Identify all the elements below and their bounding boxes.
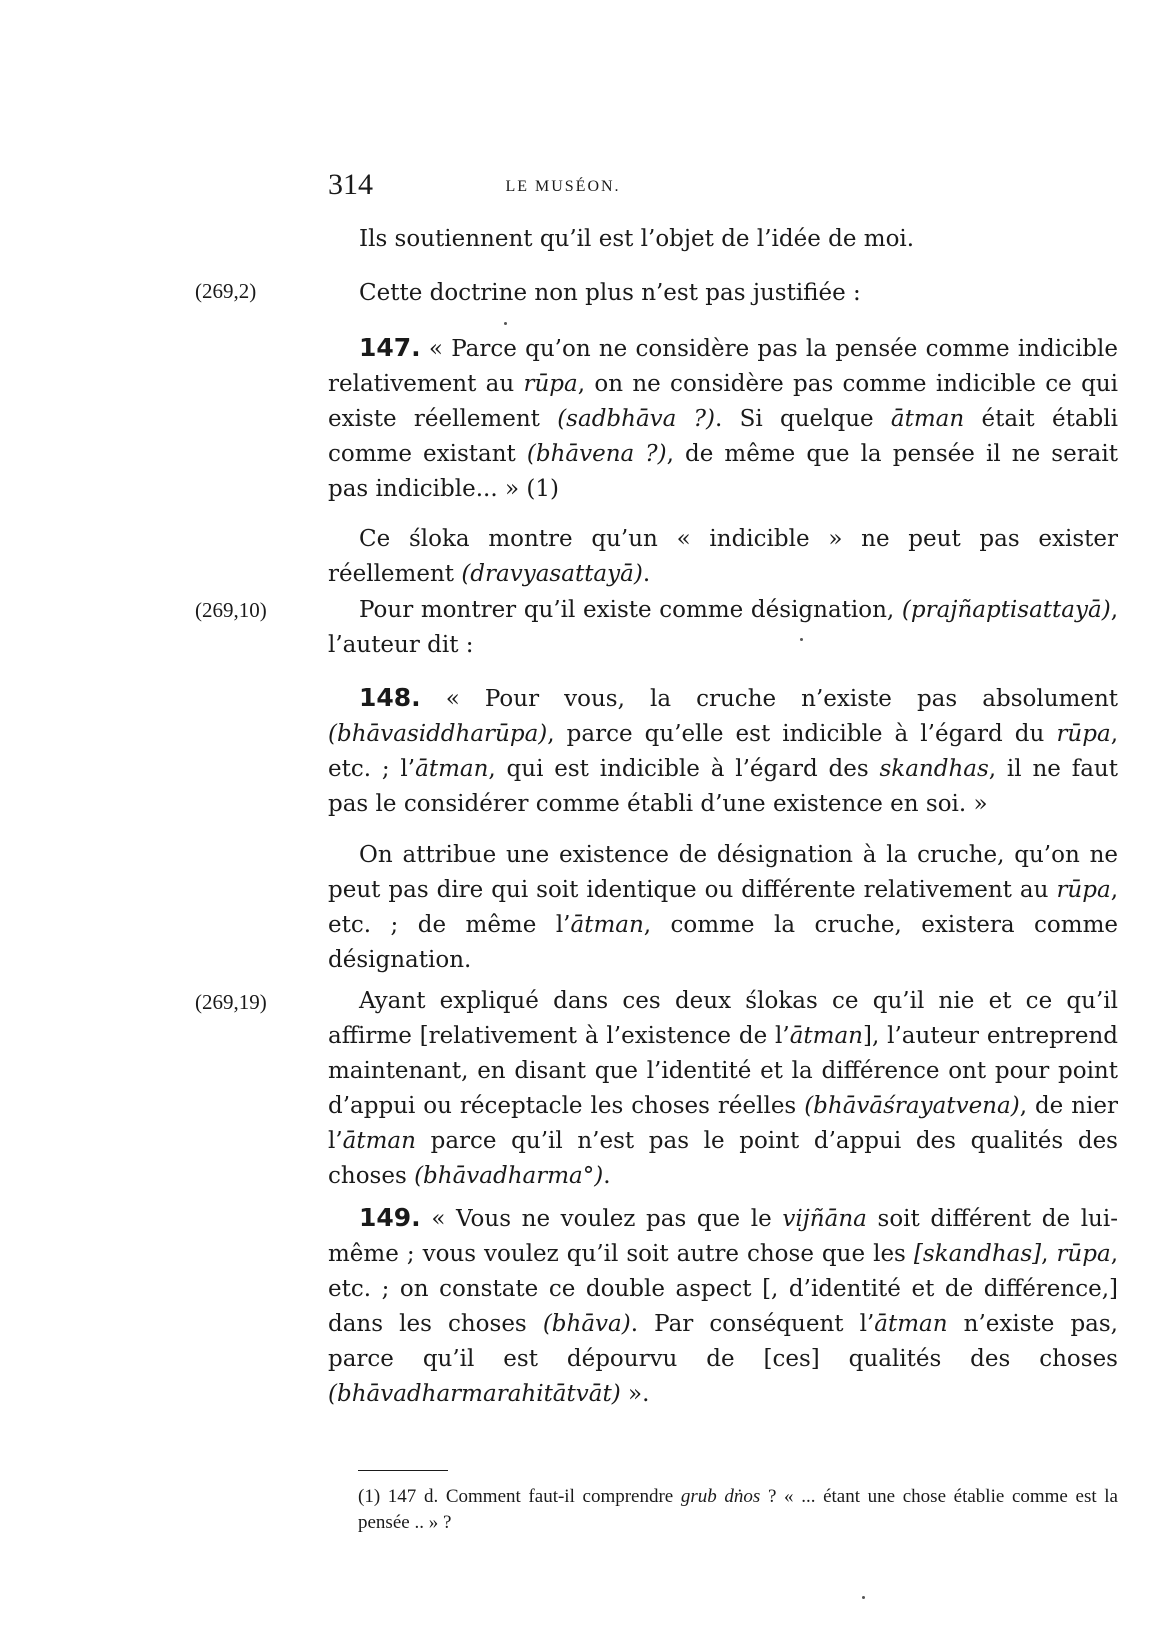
- scan-speck: [800, 638, 803, 641]
- verse-148: 148. « Pour vous, la cruche n’existe pas absolument (bhāvasiddharūpa), parce qu’elle est indicible à l’égard du rūpa, etc. ; l’ātman, qui est indicible à l’égard des skandhas, il ne faut pas le considérer comme établi d’une existence en soi. »: [328, 683, 1118, 817]
- paragraph-1: Ils soutiennent qu’il est l’objet de l’idée de moi.: [359, 226, 915, 252]
- margin-ref-1: (269,2): [195, 279, 257, 303]
- verse-number: 147.: [359, 333, 421, 362]
- verse-number: 149.: [359, 1203, 421, 1232]
- paragraph-4: Pour montrer qu’il existe comme désignation, (prajñaptisattayā), l’auteur dit :: [328, 597, 1118, 658]
- paragraph-2: Cette doctrine non plus n’est pas justifiée :: [359, 280, 861, 306]
- scan-speck: [862, 1596, 865, 1599]
- paragraph-5: On attribue une existence de désignation à la cruche, qu’on ne peut pas dire qui soit identique ou différente relativement au rūpa, etc. ; de même l’ātman, comme la cruche, existera comme désignation.: [328, 842, 1118, 973]
- paragraph-6: Ayant expliqué dans ces deux ślokas ce qu’il nie et ce qu’il affirme [relativement à l’existence de l’ātman], l’auteur entreprend maintenant, en disant que l’identité et la différence ont pour point d’appui ou réceptacle les choses réelles (bhāvāśrayatvena), de nier l’ātman parce qu’il n’est pas le point d’appui des qualités des choses (bhāvadharma°).: [328, 988, 1118, 1189]
- margin-ref-2: (269,10): [195, 598, 267, 622]
- verse-149: 149. « Vous ne voulez pas que le vijñāna soit différent de lui-même ; vous voulez qu’il soit autre chose que les [skandhas], rūpa, etc. ; on constate ce double aspect [, d’identité et de différence,] dans les choses (bhāva). Par conséquent l’ātman n’existe pas, parce qu’il est dépourvu de [ces] qualités des choses (bhāvadharmarahitātvāt) ».: [328, 1203, 1118, 1407]
- verse-147: 147. « Parce qu’on ne considère pas la pensée comme indicible relativement au rūpa, on ne considère pas comme indicible ce qui existe réellement (sadbhāva ?). Si quelque ātman était établi comme existant (bhāvena ?), de même que la pensée il ne serait pas indicible... » (1): [328, 333, 1118, 502]
- margin-ref-3: (269,19): [195, 990, 267, 1014]
- footnote-rule: [358, 1470, 448, 1471]
- footnote: (1) 147 d. Comment faut-il comprendre grub dṅos ? « ... étant une chose établie comme est la pensée .. » ?: [358, 1486, 1118, 1533]
- page-number: 314: [328, 168, 373, 201]
- paragraph-3: Ce śloka montre qu’un « indicible » ne peut pas exister réellement (dravyasattayā).: [328, 526, 1118, 587]
- page-header: [328, 168, 798, 208]
- running-head: LE MUSÉON.: [505, 178, 621, 195]
- verse-number: 148.: [359, 683, 421, 712]
- scan-speck: [504, 322, 507, 325]
